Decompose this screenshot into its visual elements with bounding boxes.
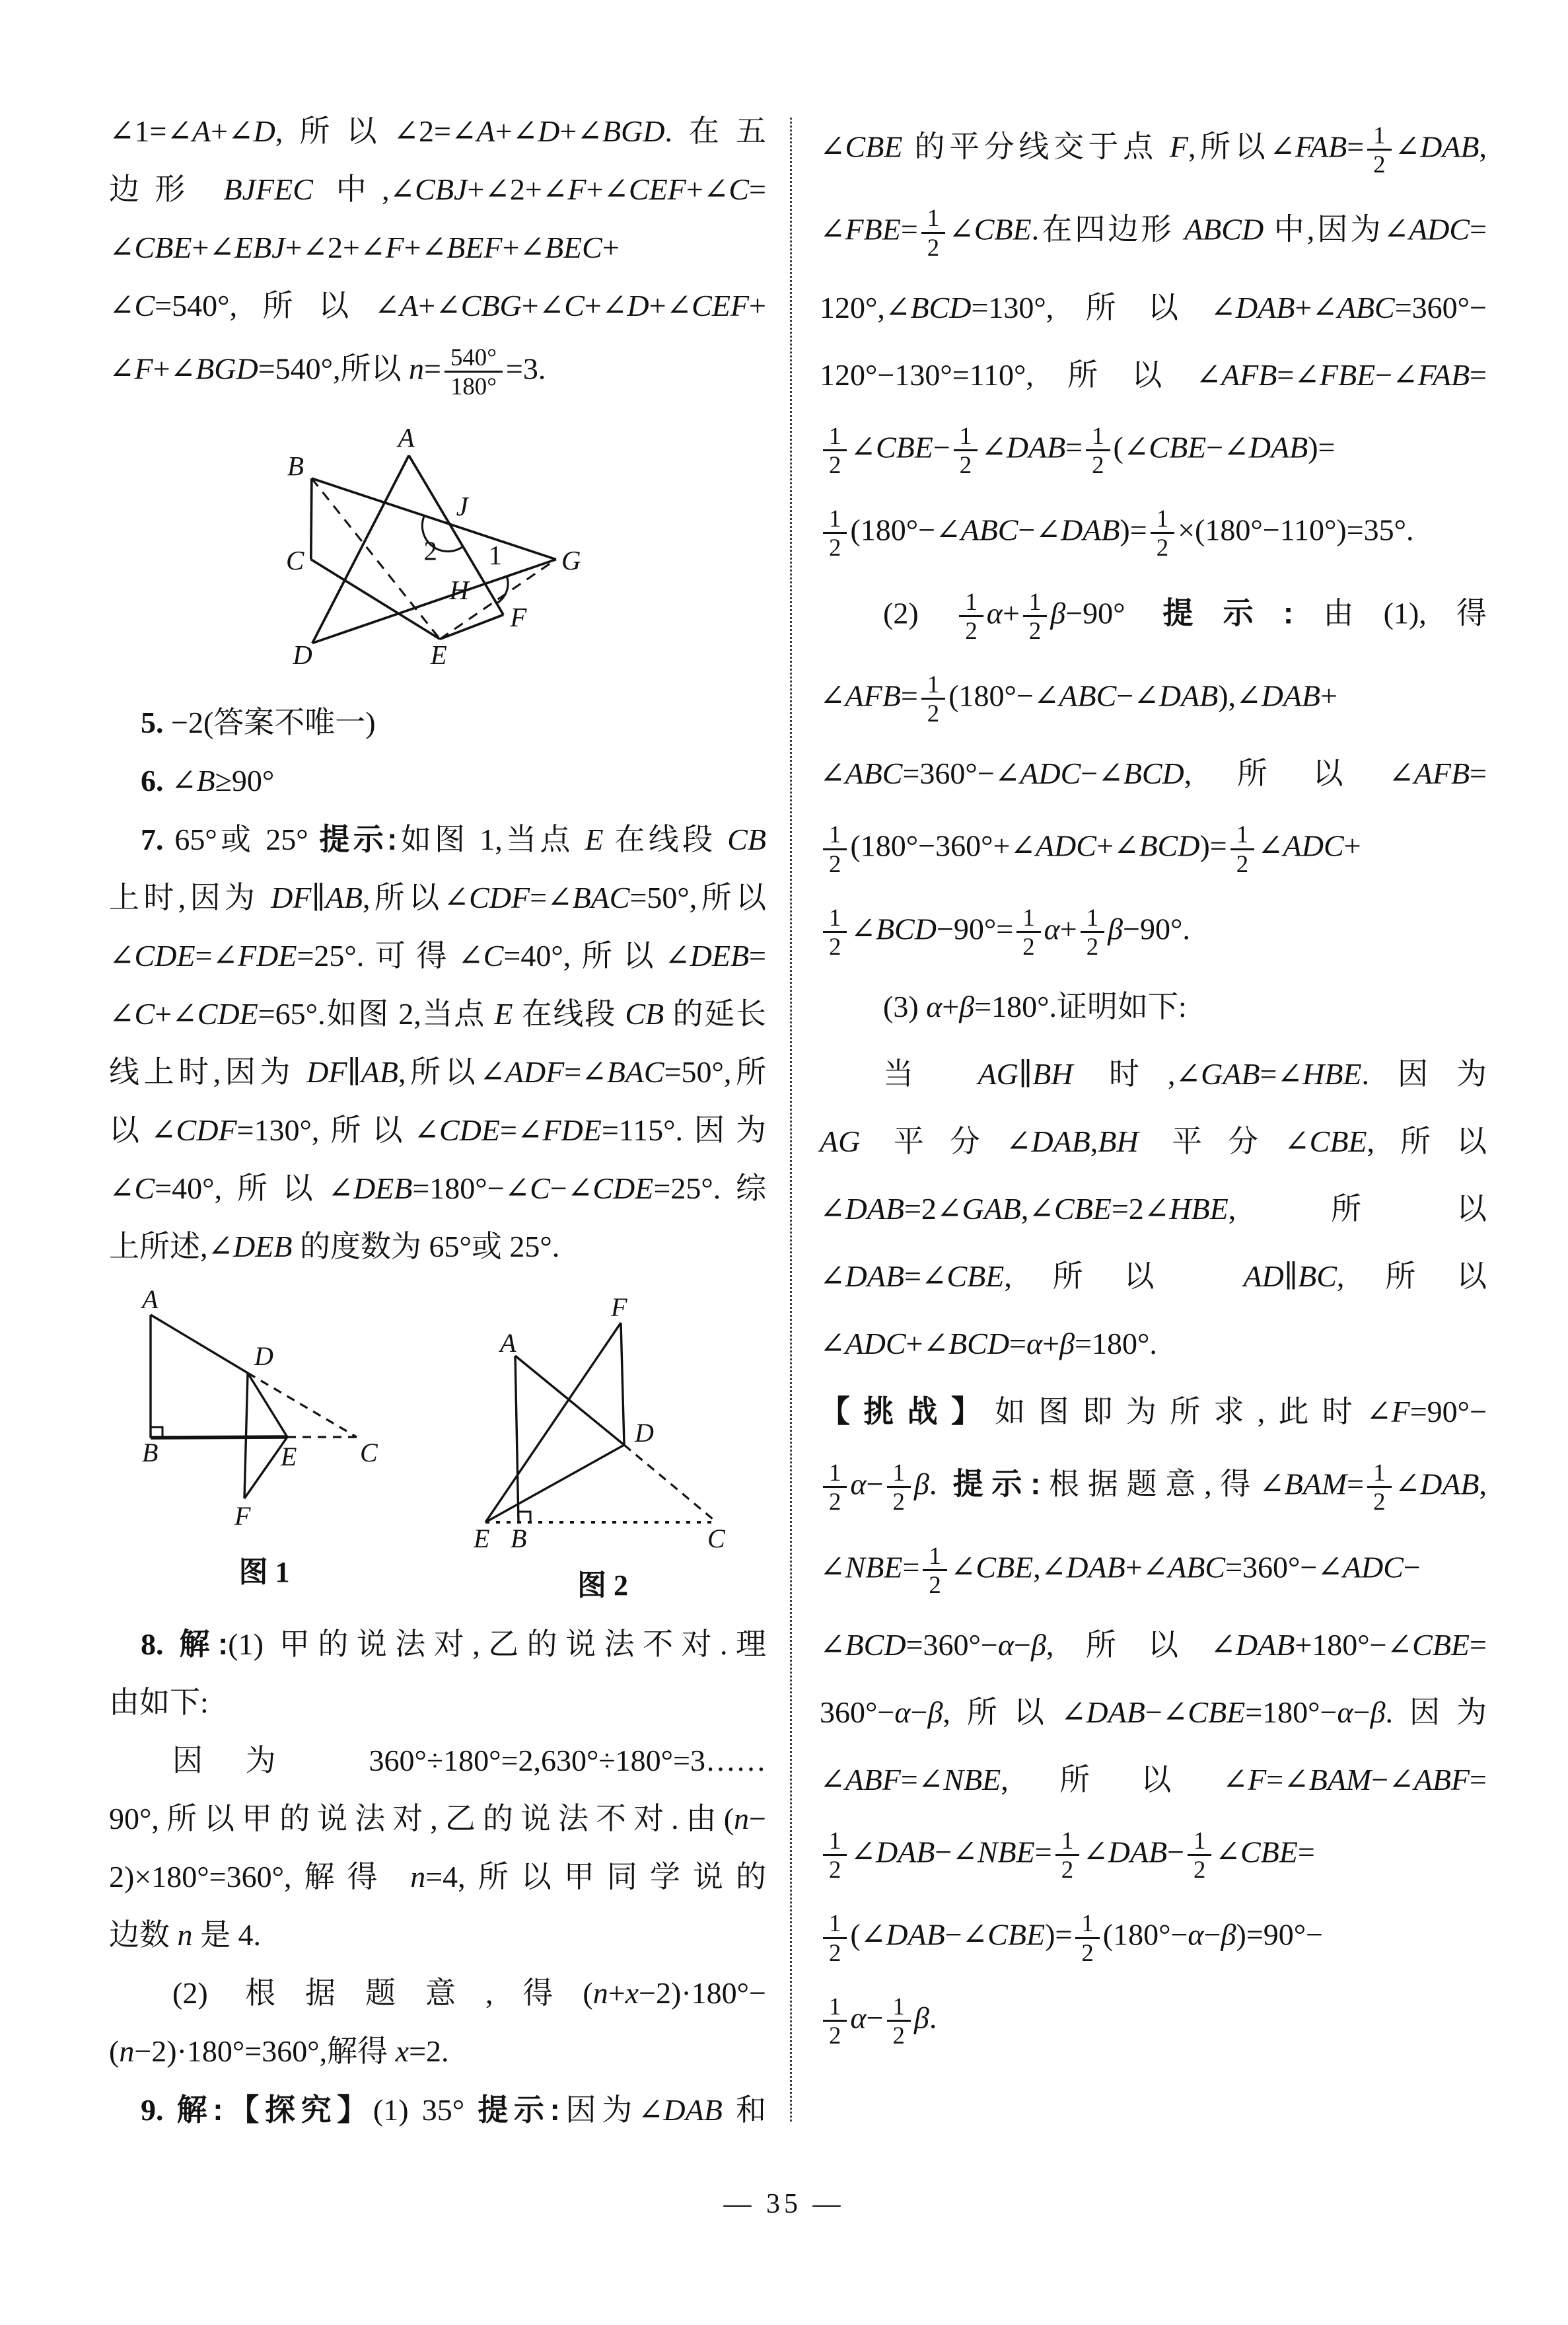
edge-DC-dashed bbox=[248, 1373, 357, 1437]
text-line: 120°−130°=110°,所以∠AFB=∠FBE−∠FAB= bbox=[820, 357, 1487, 392]
left-text-block-c bbox=[109, 1623, 766, 2131]
page-number: — 35 — bbox=[723, 2189, 845, 2219]
fraction: $\frac{1}{2}$ bbox=[921, 204, 945, 260]
vertex-label: E bbox=[430, 640, 447, 671]
text-line: ∠CBE 的平分线交于点 F,所以∠FAB= $\frac{1}{2}$ ∠DAB, bbox=[820, 122, 1487, 178]
text-line: ∠AFB= $\frac{1}{2}$ (180°−∠ABC−∠DAB),∠DAB+ bbox=[820, 671, 1337, 727]
text-line: 以∠CDF=130°,所以∠CDE=∠FDE=115°.因为 bbox=[109, 1113, 766, 1148]
fraction: $\frac{540^\circ}{180^\circ}$ bbox=[445, 344, 503, 400]
figure-1 bbox=[142, 1284, 386, 1604]
text-line: ∠C=540°,所以∠A+∠CBG+∠C+∠D+∠CEF+ bbox=[109, 289, 766, 322]
fraction: $\frac{1}{2}$ bbox=[1367, 122, 1391, 178]
fraction: $\frac{1}{2}$ bbox=[1188, 1827, 1211, 1883]
fraction: $\frac{1}{2}$ bbox=[1081, 904, 1104, 960]
text-line: (2) $\frac{1}{2}$ α+ $\frac{1}{2}$ β−90° 提示:由(1),得 bbox=[883, 587, 1487, 644]
text-line: ∠DAB=2∠GAB,∠CBE=2∠HBE,所以 bbox=[820, 1192, 1487, 1226]
text-line: ∠FBE= $\frac{1}{2}$ ∠CBE.在四边形 ABCD 中,因为∠ADC= bbox=[820, 204, 1487, 261]
edge-BC bbox=[310, 478, 311, 560]
page-footer bbox=[0, 2188, 1568, 2220]
text-line: $\frac{1}{2}$ (∠DAB−∠CBE)= $\frac{1}{2}$ (180°−α−β)=90°− bbox=[820, 1909, 1487, 1966]
text-line: 线上时,因为 DF∥AB,所以∠ADF=∠BAC=50°,所 bbox=[109, 1055, 767, 1089]
vertex-label: B bbox=[511, 1524, 527, 1554]
angle-1-label: 1 bbox=[488, 540, 502, 571]
vertex-label: E bbox=[281, 1442, 297, 1472]
text-line: 90°,所以甲的说法对,乙的说法不对.由(n− bbox=[109, 1802, 766, 1836]
fraction: $\frac{1}{2}$ bbox=[1086, 422, 1110, 478]
text-line: AG 平分∠DAB,BH 平分∠CBE,所以 bbox=[820, 1125, 1487, 1159]
vertex-label: F bbox=[509, 603, 526, 633]
vertex-label: C bbox=[360, 1438, 378, 1468]
text-line: 8. 解:(1) 甲的说法对,乙的说法不对.理 bbox=[141, 1627, 767, 1662]
text-line: 边数 n 是 4. bbox=[109, 1918, 261, 1952]
edge-BE bbox=[151, 1437, 287, 1438]
edge-AB bbox=[515, 1356, 518, 1522]
text-line: 2)×180°=360°,解得 n=4,所以甲同学说的 bbox=[109, 1860, 766, 1894]
column-divider bbox=[790, 118, 792, 2122]
text-line: 360°−α−β,所以∠DAB−∠CBE=180°−α−β.因为 bbox=[820, 1695, 1487, 1730]
vertex-label: C bbox=[707, 1524, 725, 1554]
fraction: $\frac{1}{2}$ bbox=[1023, 588, 1047, 644]
text-line: $\frac{1}{2}$ α− $\frac{1}{2}$ β. bbox=[820, 1993, 1487, 2049]
text-line: ∠C+∠CDE=65°.如图 2,当点 E 在线段 CB 的延长 bbox=[109, 997, 767, 1031]
edge-DE bbox=[248, 1373, 287, 1437]
fraction: $\frac{1}{2}$ bbox=[887, 1459, 911, 1515]
left-text-block-a bbox=[109, 111, 766, 400]
fraction: $\frac{1}{2}$ bbox=[823, 1909, 847, 1966]
text-line: (3) α+β=180°.证明如下: bbox=[883, 990, 1187, 1024]
text-line: $\frac{1}{2}$ ∠CBE− $\frac{1}{2}$ ∠DAB= $\frac{1}{2}$ (∠CBE−∠DAB)= bbox=[820, 422, 1487, 478]
vertex-label: D bbox=[635, 1418, 654, 1448]
text-line: 6. ∠B≥90° bbox=[141, 764, 275, 798]
text-line: ∠CBE+∠EBJ+∠2+∠F+∠BEF+∠BEC+ bbox=[109, 231, 620, 264]
text-line: $\frac{1}{2}$ α− $\frac{1}{2}$ β. 提示:根据题意,得∠BAM= $\frac{1}{2}$ ∠DAB, bbox=[820, 1459, 1487, 1515]
vertex-label: F bbox=[611, 1292, 627, 1323]
text-line: ∠CDE=∠FDE=25°.可得∠C=40°,所以∠DEB= bbox=[109, 939, 766, 973]
text-line: 5. −2(答案不唯一) bbox=[141, 706, 376, 740]
text-line: 当 AG∥BH 时,∠GAB=∠HBE.因为 bbox=[883, 1057, 1487, 1091]
angle-2-label: 2 bbox=[423, 536, 437, 567]
star-figure-svg bbox=[286, 417, 590, 682]
edge-AD bbox=[515, 1356, 624, 1445]
vertex-label: B bbox=[287, 451, 304, 482]
right-text-block bbox=[820, 122, 1487, 2049]
text-line: ∠NBE= $\frac{1}{2}$ ∠CBE,∠DAB+∠ABC=360°−∠ADC− bbox=[820, 1541, 1421, 1598]
text-line: ∠1=∠A+∠D,所以∠2=∠A+∠D+∠BGD.在五 bbox=[109, 114, 767, 148]
left-column bbox=[109, 111, 766, 2148]
fraction: $\frac{1}{2}$ bbox=[823, 1993, 847, 2049]
fraction: $\frac{1}{2}$ bbox=[887, 1993, 911, 2049]
fraction: $\frac{1}{2}$ bbox=[1367, 1459, 1391, 1515]
text-line: ∠DAB=∠CBE,所以 AD∥BC,所以 bbox=[820, 1259, 1487, 1294]
text-line: ∠ABC=360°−∠ADC−∠BCD,所以∠AFB= bbox=[820, 757, 1487, 791]
fraction: $\frac{1}{2}$ bbox=[1075, 1909, 1099, 1966]
text-line: 120°,∠BCD=130°,所以∠DAB+∠ABC=360°− bbox=[820, 290, 1487, 324]
fraction: $\frac{1}{2}$ bbox=[923, 1542, 946, 1598]
fraction: $\frac{1}{2}$ bbox=[823, 904, 847, 960]
figure-2-svg bbox=[472, 1284, 733, 1554]
edge-ED bbox=[485, 1445, 624, 1522]
text-line: 上所述,∠DEB 的度数为 65°或 25°. bbox=[109, 1230, 560, 1264]
text-line: (n−2)·180°=360°,解得 x=2. bbox=[109, 2034, 449, 2069]
text-line: 7. 65°或 25° 提示:如图 1,当点 E 在线段 CB bbox=[141, 822, 766, 857]
fraction: $\frac{1}{2}$ bbox=[954, 422, 978, 478]
vertex-label: A bbox=[398, 423, 415, 453]
fraction: $\frac{1}{2}$ bbox=[1055, 1827, 1079, 1883]
edge-DC-dashed bbox=[624, 1445, 717, 1522]
text-line: 9. 解:【探究】(1) 35° 提示:因为∠DAB 和 bbox=[141, 2092, 766, 2127]
vertex-label: G bbox=[561, 546, 581, 576]
text-line: 由如下: bbox=[109, 1685, 209, 1720]
fraction: $\frac{1}{2}$ bbox=[823, 1827, 847, 1883]
text-line: 【挑战】如图即为所求,此时∠F=90°− bbox=[820, 1394, 1487, 1429]
figure-pair-row bbox=[109, 1284, 766, 1604]
vertex-label: D bbox=[254, 1341, 273, 1372]
vertex-label: J bbox=[456, 492, 468, 522]
vertex-label: H bbox=[448, 575, 469, 606]
fraction: $\frac{1}{2}$ bbox=[1151, 505, 1174, 561]
edge-AD bbox=[151, 1315, 248, 1373]
figure-1-svg bbox=[142, 1284, 386, 1535]
text-line: ∠C=40°,所以∠DEB=180°−∠C−∠CDE=25°.综 bbox=[109, 1171, 766, 1206]
fraction: $\frac{1}{2}$ bbox=[823, 422, 847, 478]
text-line: ∠ABF=∠NBE,所以∠F=∠BAM−∠ABF= bbox=[820, 1763, 1487, 1797]
vertex-label: F bbox=[234, 1501, 251, 1532]
text-line: $\frac{1}{2}$ (180°−∠ABC−∠DAB)= $\frac{1}{2}$ ×(180°−110°)=35°. bbox=[820, 505, 1487, 561]
fraction: $\frac{1}{2}$ bbox=[1230, 821, 1254, 877]
vertex-label: A bbox=[500, 1328, 517, 1358]
fraction: $\frac{1}{2}$ bbox=[823, 1459, 847, 1515]
edge-BE-dashed bbox=[311, 478, 439, 639]
star-figure bbox=[109, 417, 766, 685]
right-column bbox=[820, 111, 1487, 2148]
fraction: $\frac{1}{2}$ bbox=[959, 588, 983, 644]
text-line: ∠ADC+∠BCD=α+β=180°. bbox=[820, 1327, 1157, 1361]
text-line: 上时,因为 DF∥AB,所以∠CDF=∠BAC=50°,所以 bbox=[109, 881, 767, 915]
fraction: $\frac{1}{2}$ bbox=[823, 505, 847, 561]
fraction: $\frac{1}{2}$ bbox=[1016, 904, 1040, 960]
vertex-label: A bbox=[142, 1284, 159, 1315]
text-line: $\frac{1}{2}$ ∠BCD−90°= $\frac{1}{2}$ α+ $\frac{1}{2}$ β−90°. bbox=[820, 904, 1487, 960]
text-line: $\frac{1}{2}$ (180°−360°+∠ADC+∠BCD)= $\frac{1}{2}$ ∠ADC+ bbox=[820, 821, 1487, 877]
fraction: $\frac{1}{2}$ bbox=[823, 821, 847, 877]
text-line: (2) 根据题意,得(n+x−2)·180°− bbox=[172, 1976, 766, 2011]
text-line: 因为 360°÷180°=2,630°÷180°=3…… bbox=[172, 1744, 766, 1778]
left-text-block-b bbox=[109, 702, 766, 1267]
edge-CE bbox=[310, 560, 439, 640]
text-line: $\frac{1}{2}$ ∠DAB−∠NBE= $\frac{1}{2}$ ∠DAB− $\frac{1}{2}$ ∠CBE= bbox=[820, 1827, 1487, 1883]
figure-caption: 图 1 bbox=[238, 1556, 290, 1589]
right-angle-marker bbox=[518, 1512, 530, 1522]
text-line: 边形 BJFEC 中,∠CBJ+∠2+∠F+∠CEF+∠C= bbox=[109, 172, 766, 206]
fraction: $\frac{1}{2}$ bbox=[921, 671, 945, 727]
fig1-dashed-edges bbox=[248, 1373, 357, 1437]
figure-2 bbox=[472, 1284, 733, 1604]
vertex-label: C bbox=[285, 546, 304, 576]
vertex-label: E bbox=[474, 1524, 490, 1554]
vertex-label: D bbox=[292, 640, 312, 671]
edge-FD bbox=[621, 1323, 624, 1445]
figure-caption: 图 2 bbox=[577, 1569, 628, 1602]
text-line: ∠F+∠BGD=540°,所以 n= $\frac{540^\circ}{180^\circ}$ =3. bbox=[109, 344, 546, 400]
text-line: ∠BCD=360°−α−β,所以∠DAB+180°−∠CBE= bbox=[820, 1628, 1487, 1662]
vertex-label: B bbox=[142, 1438, 159, 1468]
